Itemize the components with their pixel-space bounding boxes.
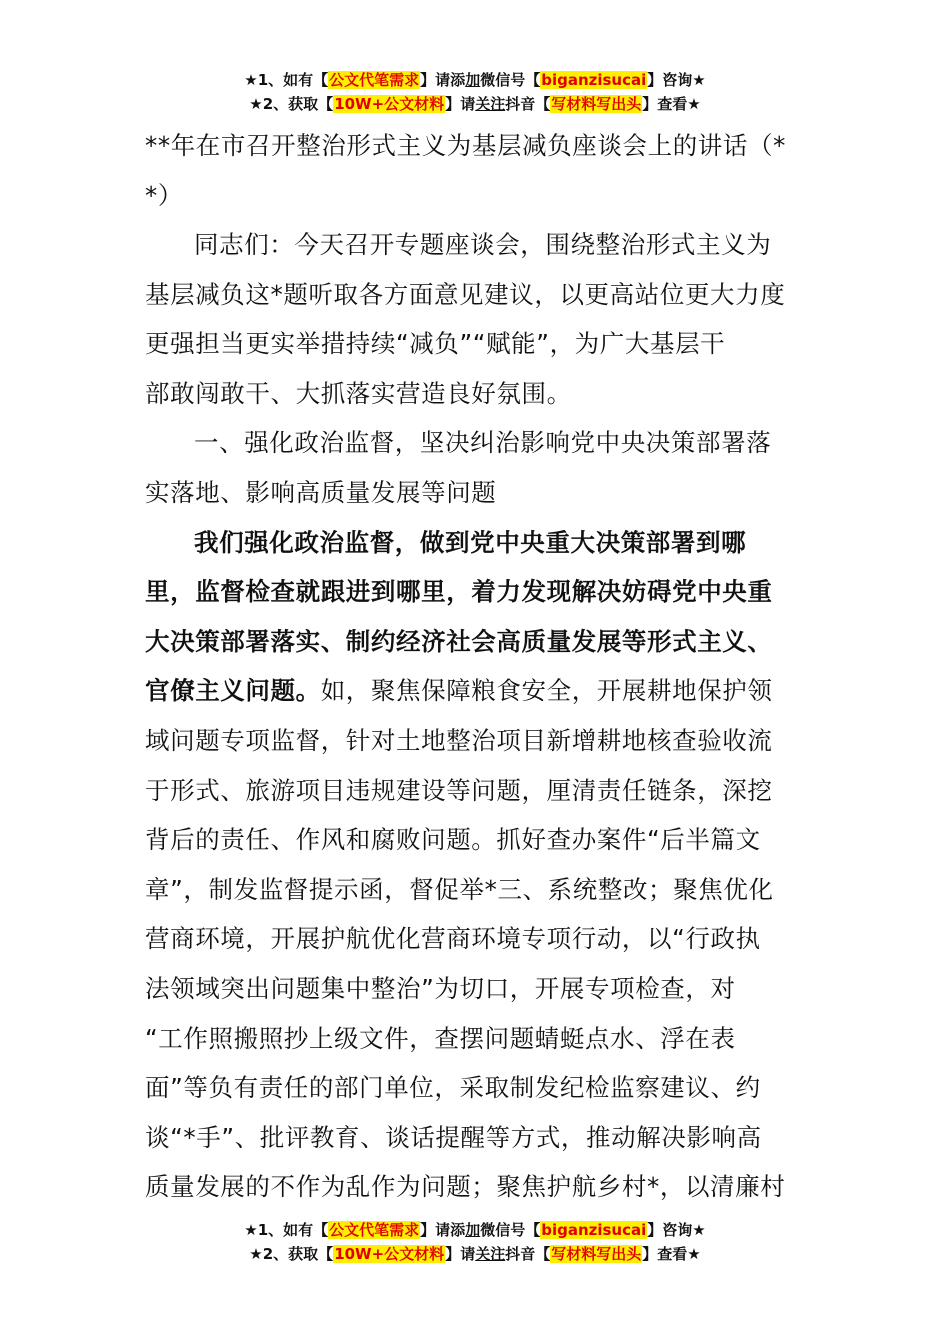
banner-underlined-text: 关注 xyxy=(475,1245,506,1263)
banner-text: 微信号【 xyxy=(480,71,541,89)
banner-line-2 xyxy=(0,92,950,116)
paragraph-line: 质量发展的不作为乱作为问题；聚焦护航乡村*，以清廉村 xyxy=(145,1172,786,1202)
banner-highlight: 公文代笔需求 xyxy=(329,71,420,89)
paragraph-line: 于形式、旅游项目违规建设等问题，厘清责任链条，深挖 xyxy=(145,775,773,805)
normal-text: 如，聚焦保障粮食安全，开展耕地保护领 xyxy=(320,676,773,706)
bold-paragraph-line: 里，监督检查就跟进到哪里，着力发现解决妨碍党中央重 xyxy=(145,577,773,607)
banner-text: 抖音【 xyxy=(505,95,551,113)
paragraph-line: 谈“*手”、批评教育、谈话提醒等方式，推动解决影响高 xyxy=(145,1122,762,1152)
title-line: **年在市召开整治形式主义为基层减负座谈会上的讲话（* xyxy=(145,131,786,160)
bottom-banner xyxy=(0,1218,950,1266)
banner-text: 】咨询★ xyxy=(647,71,706,89)
document-title xyxy=(145,121,807,220)
top-banner xyxy=(0,68,950,116)
banner-text: 】请 xyxy=(445,1245,476,1263)
paragraph-line: 更强担当更实举措持续“减负”“赋能”，为广大基层干 xyxy=(145,329,726,359)
banner-text: 】请 xyxy=(445,95,476,113)
banner-highlight: 写材料写出头 xyxy=(551,95,642,113)
banner-underlined-text: 加 xyxy=(465,71,481,89)
banner-text: 微信号【 xyxy=(480,1221,541,1239)
banner-highlight: biganzisucai xyxy=(541,1221,647,1239)
section-heading-line: 一、强化政治监督，坚决纠治影响党中央决策部署落 xyxy=(194,428,772,458)
banner-text: ★1、如有【 xyxy=(244,1221,329,1239)
paragraph-line: 域问题专项监督，针对土地整治项目新增耕地核查验收流 xyxy=(145,725,773,755)
banner-text: 】咨询★ xyxy=(647,1221,706,1239)
banner-highlight: biganzisucai xyxy=(541,71,647,89)
banner-text: 抖音【 xyxy=(505,1245,551,1263)
bold-paragraph-line: 我们强化政治监督，做到党中央重大决策部署到哪 xyxy=(194,527,747,557)
banner-highlight: 10W+公文材料 xyxy=(334,1245,445,1263)
banner-text: 】请添 xyxy=(420,1221,466,1239)
banner-underlined-text: 加 xyxy=(465,1221,481,1239)
banner-highlight: 公文代笔需求 xyxy=(329,1221,420,1239)
paragraph-line: 营商环境，开展护航优化营商环境专项行动，以“行政执 xyxy=(145,924,761,954)
paragraph-line: 同志们：今天召开专题座谈会，围绕整治形式主义为 xyxy=(194,230,772,259)
bold-paragraph-line: 大决策部署落实、制约经济社会高质量发展等形式主义、 xyxy=(145,626,773,656)
banner-text: ★2、获取【 xyxy=(249,1245,334,1263)
banner-text: ★2、获取【 xyxy=(249,95,334,113)
banner-text: 】查看★ xyxy=(642,1245,701,1263)
paragraph-line: 法领域突出问题集中整治”为切口，开展专项检查，对 xyxy=(145,973,736,1003)
bold-lead-text: 官僚主义问题。 xyxy=(145,676,321,706)
paragraph-line: 面”等负有责任的部门单位，采取制发纪检监察建议、约 xyxy=(145,1073,761,1103)
paragraph-line: 基层减负这*题听取各方面意见建议，以更高站位更大力度 xyxy=(145,279,786,309)
banner-text: 】查看★ xyxy=(642,95,701,113)
paragraph-line: 部敢闯敢干、大抓落实营造良好氛围。 xyxy=(145,378,572,408)
paragraph-line: 背后的责任、作风和腐败问题。抓好查办案件“后半篇文 xyxy=(145,825,761,855)
banner-line-2 xyxy=(0,1242,950,1266)
banner-text: 】请添 xyxy=(420,71,466,89)
banner-line-1 xyxy=(0,68,950,92)
banner-line-1 xyxy=(0,1218,950,1242)
document-body xyxy=(145,220,807,1212)
title-line: *） xyxy=(145,180,183,210)
banner-underlined-text: 关注 xyxy=(475,95,506,113)
banner-highlight: 写材料写出头 xyxy=(551,1245,642,1263)
paragraph-line: “工作照搬照抄上级文件，查摆问题蜻蜓点水、浮在表 xyxy=(145,1023,736,1053)
paragraph-line xyxy=(145,666,807,716)
paragraph-line: 章”，制发监督提示函，督促举*三、系统整改；聚焦优化 xyxy=(145,874,774,904)
section-heading-line: 实落地、影响高质量发展等问题 xyxy=(145,477,497,507)
banner-text: ★1、如有【 xyxy=(244,71,329,89)
banner-highlight: 10W+公文材料 xyxy=(334,95,445,113)
